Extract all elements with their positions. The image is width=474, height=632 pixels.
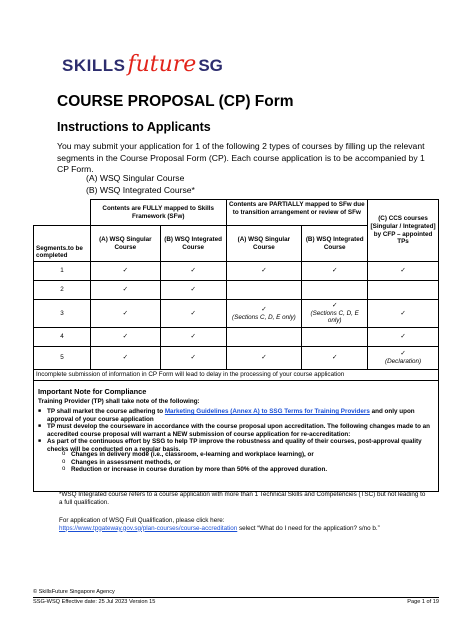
header-segments: Segments.to be completed bbox=[34, 226, 91, 262]
page-title: COURSE PROPOSAL (CP) Form bbox=[57, 93, 294, 110]
check-b-full: ✓ bbox=[160, 347, 226, 370]
changes-list bbox=[42, 451, 440, 474]
header-partially-mapped: Contents are PARTIALLY mapped to SFw due to transition arrangement or review of SFw bbox=[226, 200, 368, 226]
change-item: o Changes in assessment methods, or bbox=[62, 459, 440, 467]
check-a-full: ✓ bbox=[90, 262, 160, 281]
check-a-full: ✓ bbox=[90, 300, 160, 328]
table-row bbox=[34, 262, 439, 281]
table-row bbox=[34, 328, 439, 347]
check-a-partial: ✓ bbox=[226, 262, 302, 281]
check-a-full: ✓ bbox=[90, 281, 160, 300]
check-b-partial: ✓ bbox=[302, 262, 368, 281]
declaration-note: (Declaration) bbox=[385, 358, 422, 365]
sections-note: (Sections C, D, E only) bbox=[232, 313, 296, 321]
logo-skills-text: SKILLS bbox=[62, 56, 126, 75]
segment-number: 1 bbox=[34, 262, 91, 281]
compliance-item-marketing bbox=[38, 408, 436, 423]
skillsfuture-sg-logo bbox=[62, 52, 223, 82]
integrated-course-footnote: *WSQ Integrated course refers to a course application with more than 1 Technical Skills and Competencies (TSC) but not leading to a full qualification. bbox=[59, 491, 426, 506]
check-b-partial: ✓ bbox=[332, 302, 338, 310]
compliance-item-text: TP must develop the courseware in accordance with the course proposal upon accreditation. The following changes made to an accredited course proposal will warrant a NEW submission of course application for re-accreditation: bbox=[47, 423, 431, 438]
page-footer bbox=[33, 597, 439, 605]
check-a-full: ✓ bbox=[90, 328, 160, 347]
change-item: o Changes in delivery mode (i.e., classroom, e-learning and workplace learning), or bbox=[62, 451, 440, 459]
check-a-partial: ✓ bbox=[261, 305, 267, 313]
incomplete-submission-note: Incomplete submission of information in CP Form will lead to delay in the processing of your course application bbox=[34, 370, 439, 381]
check-b-partial: ✓ bbox=[302, 347, 368, 370]
segment-number: 4 bbox=[34, 328, 91, 347]
segment-number: 3 bbox=[34, 300, 91, 328]
check-b-partial bbox=[302, 281, 368, 300]
option-b: (B) WSQ Integrated Course* bbox=[86, 184, 195, 195]
compliance-list bbox=[38, 408, 436, 474]
marketing-guidelines-link[interactable]: Marketing Guidelines (Annex A) to SSG Terms for Training Providers bbox=[164, 408, 370, 415]
compliance-item-text: and only upon approval of your course application bbox=[47, 408, 415, 423]
compliance-box bbox=[33, 381, 439, 492]
check-a-full: ✓ bbox=[90, 347, 160, 370]
header-b-partial: (B) WSQ Integrated Course bbox=[302, 226, 368, 262]
compliance-heading: Important Note for Compliance bbox=[38, 387, 147, 396]
check-ccs: ✓ bbox=[400, 350, 406, 358]
header-b-full: (B) WSQ Integrated Course bbox=[160, 226, 226, 262]
copyright-text: © SkillsFuture Singapore Agency bbox=[33, 589, 115, 595]
sections-note: (Sections C, D, E only) bbox=[310, 309, 359, 325]
check-ccs: ✓ bbox=[368, 328, 439, 347]
check-b-full: ✓ bbox=[160, 328, 226, 347]
check-a-partial bbox=[226, 281, 302, 300]
page-number: Page 1 of 19 bbox=[407, 599, 439, 605]
table-row bbox=[34, 347, 439, 370]
header-a-full: (A) WSQ Singular Course bbox=[90, 226, 160, 262]
table-corner bbox=[34, 200, 91, 226]
intro-paragraph: You may submit your application for 1 of the following 2 types of courses by filling up the relevant segments in the Course Proposal Form (CP). Each course application is to be accompanied by 1 CP Form. bbox=[57, 141, 425, 175]
check-b-full: ✓ bbox=[160, 300, 226, 328]
check-b-partial bbox=[302, 328, 368, 347]
check-b-partial-cell bbox=[302, 300, 368, 328]
wsq-full-link-line bbox=[59, 525, 439, 533]
compliance-item-text: TP shall market the course adhering to bbox=[47, 408, 165, 415]
header-fully-mapped: Contents are FULLY mapped to Skills Framework (SFw) bbox=[90, 200, 226, 226]
header-ccs-courses: (C) CCS courses [Singular / Integrated] by CFP – appointed TPs bbox=[368, 200, 439, 262]
segment-number: 5 bbox=[34, 347, 91, 370]
compliance-item-quality: ■ As part of the continuous effort by SSG to help TP improve the robustness and quality of their courses, post-approval quality checks will be conducted on a regular basis. bbox=[38, 438, 436, 453]
check-ccs-cell bbox=[368, 347, 439, 370]
segment-number: 2 bbox=[34, 281, 91, 300]
course-type-options bbox=[86, 173, 195, 196]
check-a-partial bbox=[226, 328, 302, 347]
option-a: (A) WSQ Singular Course bbox=[86, 173, 185, 183]
wsq-full-instruction: select “What do I need for the application? s/no b.” bbox=[237, 524, 380, 532]
change-item: o Reduction or increase in course duration by more than 50% of the approved duration. bbox=[62, 466, 440, 474]
check-ccs: ✓ bbox=[368, 300, 439, 328]
segments-table bbox=[33, 199, 439, 381]
check-a-partial-cell bbox=[226, 300, 302, 328]
check-ccs bbox=[368, 281, 439, 300]
check-a-partial: ✓ bbox=[226, 347, 302, 370]
section-heading: Instructions to Applicants bbox=[57, 120, 211, 134]
compliance-subheading: Training Provider (TP) shall take note of the following: bbox=[38, 398, 200, 405]
wsq-full-qualification-note bbox=[59, 517, 439, 532]
version-info: SSG-WSQ Effective date: 25 Jul 2023 Version 15 bbox=[33, 599, 156, 605]
table-row bbox=[34, 281, 439, 300]
header-a-partial: (A) WSQ Singular Course bbox=[226, 226, 302, 262]
check-ccs: ✓ bbox=[368, 262, 439, 281]
check-b-full: ✓ bbox=[160, 262, 226, 281]
course-accreditation-link[interactable]: https://www.tpgateway.gov.sg/plan-courses/course-accreditation bbox=[59, 524, 238, 532]
wsq-full-intro: For application of WSQ Full Qualification, please click here: bbox=[59, 517, 225, 524]
logo-future-text: future bbox=[127, 52, 197, 77]
logo-sg-text: SG bbox=[198, 56, 223, 75]
table-row bbox=[34, 300, 439, 328]
check-b-full: ✓ bbox=[160, 281, 226, 300]
